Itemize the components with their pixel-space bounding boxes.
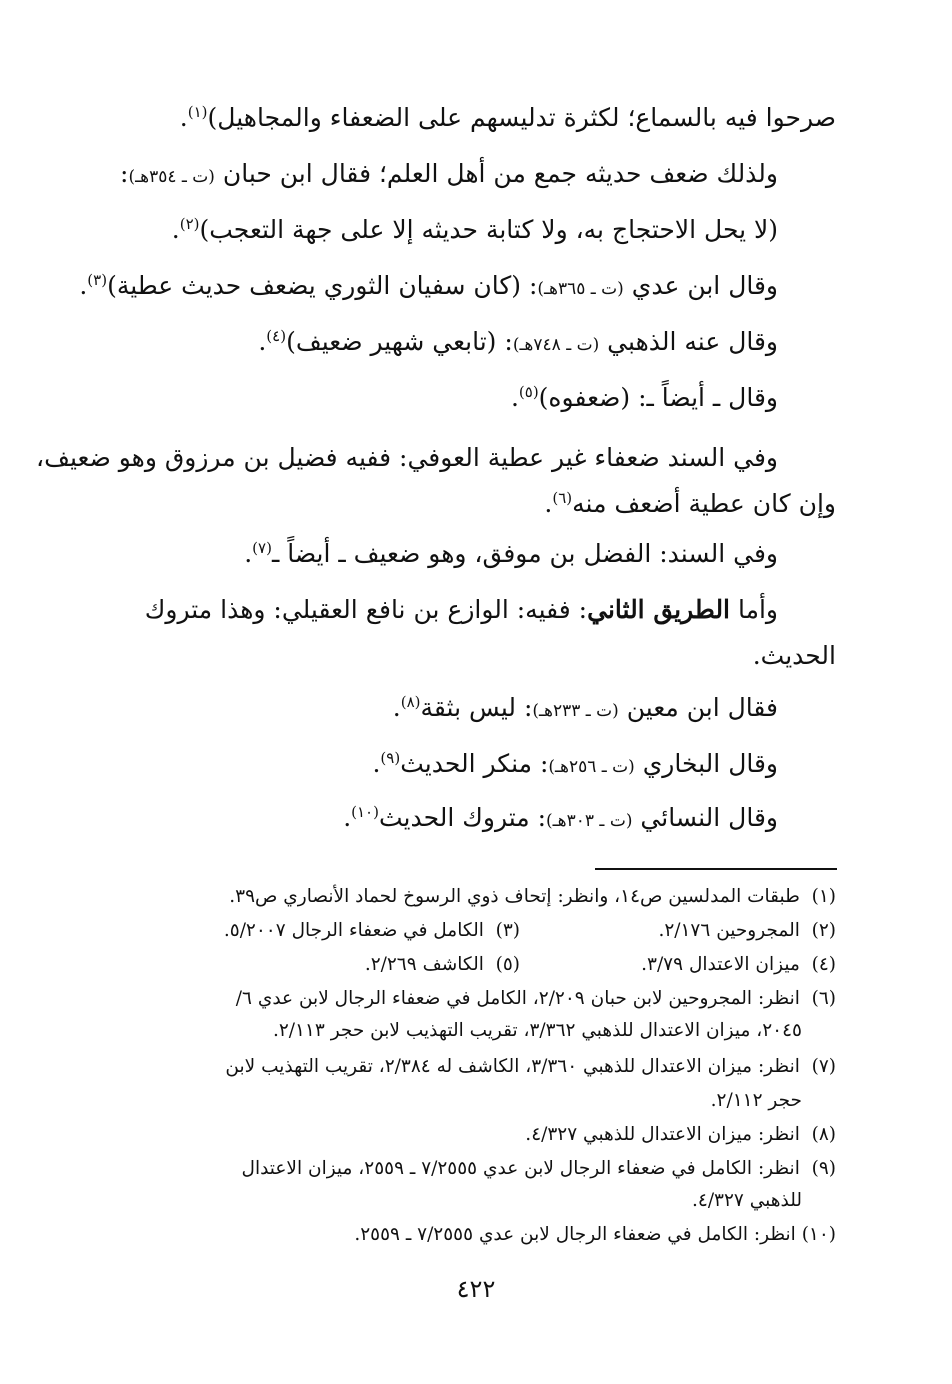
footnote-ref-5[interactable]: (٥) <box>518 383 539 401</box>
text: وإن كان عطية أضعف منه <box>572 489 836 518</box>
footnote-ref-9[interactable]: (٩) <box>380 749 401 767</box>
footnote-ref-6[interactable]: (٦) <box>552 489 573 507</box>
footnote-number: (٥) <box>495 954 520 975</box>
text: . <box>544 489 553 518</box>
footnote-number: (٦) <box>811 988 836 1009</box>
footnote-10 <box>354 1220 836 1250</box>
body-line-4 <box>79 268 778 307</box>
text: ولذلك ضعف حديثه جمع من أهل العلم؛ فقال ابن حبان <box>214 159 778 188</box>
footnote-number: (٩) <box>811 1158 836 1179</box>
footnote-text: انظر: الكامل في ضعفاء الرجال لابن عدي ٧/٢٥٥٥ ـ ٢٥٥٩. <box>354 1224 796 1245</box>
body-line-13 <box>372 746 778 785</box>
text: : (كان سفيان الثوري يضعف حديث عطية) <box>107 271 538 300</box>
body-line-14 <box>343 800 778 839</box>
footnote-6-cont <box>273 1016 802 1046</box>
footnote-ref-4[interactable]: (٤) <box>266 327 287 345</box>
text: . <box>171 215 180 244</box>
bold-heading: الطريق الثاني <box>587 595 731 624</box>
text: : (تابعي شهير ضعيف) <box>286 327 513 356</box>
body-line-9 <box>244 536 778 572</box>
footnote-number: (٨) <box>811 1124 836 1145</box>
text: وفي السند: الفضل بن موفق، وهو ضعيف ـ أيضاً ـ <box>271 539 778 568</box>
footnote-text: حجر ٢/١١٢. <box>710 1090 802 1111</box>
footnote-number: (١) <box>811 886 836 907</box>
footnote-number: (١٠) <box>801 1224 836 1245</box>
footnote-ref-3[interactable]: (٣) <box>87 271 108 289</box>
footnote-text: انظر: الكامل في ضعفاء الرجال لابن عدي ٧/٢٥٥٥ ـ ٢٥٥٩، ميزان الاعتدال <box>241 1158 800 1179</box>
text: وقال ابن عدي <box>623 271 778 300</box>
footnote-number: (٧) <box>811 1056 836 1077</box>
text: وأما <box>730 595 778 624</box>
footnote-1 <box>229 882 836 912</box>
death-date: (ت ـ ٣٠٣هـ) <box>546 811 633 831</box>
text: الحديث. <box>752 641 836 670</box>
footnote-number: (٢) <box>811 920 836 941</box>
page-number: ٤٢٢ <box>456 1275 496 1303</box>
text: وقال عنه الذهبي <box>599 327 778 356</box>
text: . <box>392 693 401 722</box>
body-line-7 <box>36 440 778 476</box>
quote-text: (لا يحل الاحتجاج به، ولا كتابة حديثه إلا على جهة التعجب) <box>199 215 778 244</box>
footnote-ref-1[interactable]: (١) <box>187 103 208 121</box>
text: . <box>179 103 188 132</box>
text: : متروك الحديث <box>378 803 547 832</box>
text: : منكر الحديث <box>400 749 549 778</box>
footnote-number: (٤) <box>811 954 836 975</box>
footnote-text: المجروحين ٢/١٧٦. <box>658 920 800 941</box>
footnote-separator <box>595 868 837 870</box>
death-date: (ت ـ ٣٥٤هـ) <box>128 167 215 187</box>
footnote-text: انظر: المجروحين لابن حبان ٢/٢٠٩، الكامل في ضعفاء الرجال لابن عدي ٦/ <box>235 988 800 1009</box>
body-line-12 <box>393 690 778 729</box>
text: وقال ـ أيضاً ـ: (ضعفوه) <box>538 383 778 412</box>
footnote-number: (٣) <box>495 920 520 941</box>
body-line-11 <box>753 638 836 674</box>
footnote-ref-2[interactable]: (٢) <box>179 215 200 233</box>
body-line-6 <box>511 380 778 416</box>
text: : ليس بثقة <box>420 693 533 722</box>
body-line-3 <box>172 212 778 248</box>
death-date: (ت ـ ٣٦٥هـ) <box>537 279 624 299</box>
footnote-7-cont <box>711 1086 802 1116</box>
footnote-7 <box>225 1052 836 1082</box>
text: وقال النسائي <box>632 803 778 832</box>
text: فقال ابن معين <box>618 693 778 722</box>
footnote-text: انظر: ميزان الاعتدال للذهبي ٤/٣٢٧. <box>525 1124 800 1145</box>
footnote-9-cont <box>692 1186 802 1216</box>
footnote-8 <box>525 1120 836 1150</box>
footnote-text: الكامل في ضعفاء الرجال ٥/٢٠٠٧. <box>223 920 484 941</box>
text: : ففيه: الوازع بن نافع العقيلي: وهذا متروك <box>144 595 588 624</box>
footnote-text: ميزان الاعتدال ٣/٧٩. <box>641 954 800 975</box>
text: وفي السند ضعفاء غير عطية العوفي: ففيه فضيل بن مرزوق وهو ضعيف، <box>36 443 778 472</box>
footnote-6 <box>236 984 836 1014</box>
text: صرحوا فيه بالسماع؛ لكثرة تدليسهم على الضعفاء والمجاهيل) <box>207 103 836 132</box>
text: . <box>258 327 267 356</box>
text: . <box>343 803 352 832</box>
footnote-2 <box>658 916 836 946</box>
body-line-1 <box>180 100 836 136</box>
footnote-text: ٢٠٤٥، ميزان الاعتدال للذهبي ٣/٣٦٢، تقريب التهذيب لابن حجر ٢/١١٣. <box>272 1020 802 1041</box>
death-date: (ت ـ ٢٥٦هـ) <box>548 757 635 777</box>
text: وقال البخاري <box>634 749 778 778</box>
footnote-text: طبقات المدلسين ص١٤، وانظر: إتحاف ذوي الرسوخ لحماد الأنصاري ص٣٩. <box>229 886 800 907</box>
body-line-10 <box>145 592 778 628</box>
body-line-8 <box>544 486 836 522</box>
footnote-5 <box>365 950 520 980</box>
text: . <box>372 749 381 778</box>
death-date: (ت ـ ٢٣٣هـ) <box>532 701 619 721</box>
death-date: (ت ـ ٧٤٨هـ) <box>512 335 600 355</box>
footnote-4 <box>641 950 836 980</box>
footnote-text: انظر: ميزان الاعتدال للذهبي ٣/٣٦٠، الكاشف له ٢/٣٨٤، تقريب التهذيب لابن <box>225 1056 800 1077</box>
body-line-5 <box>258 324 778 363</box>
footnote-text: الكاشف ٢/٢٦٩. <box>364 954 484 975</box>
footnote-ref-8[interactable]: (٨) <box>400 693 421 711</box>
text: : <box>120 159 129 188</box>
footnote-ref-10[interactable]: (١٠) <box>351 803 379 821</box>
text: . <box>510 383 519 412</box>
text: . <box>79 271 88 300</box>
text: . <box>244 539 253 568</box>
footnote-text: للذهبي ٤/٣٢٧. <box>692 1190 802 1211</box>
footnote-ref-7[interactable]: (٧) <box>252 539 272 557</box>
body-line-2 <box>120 156 778 195</box>
footnote-9 <box>242 1154 837 1184</box>
footnote-3 <box>224 916 520 946</box>
